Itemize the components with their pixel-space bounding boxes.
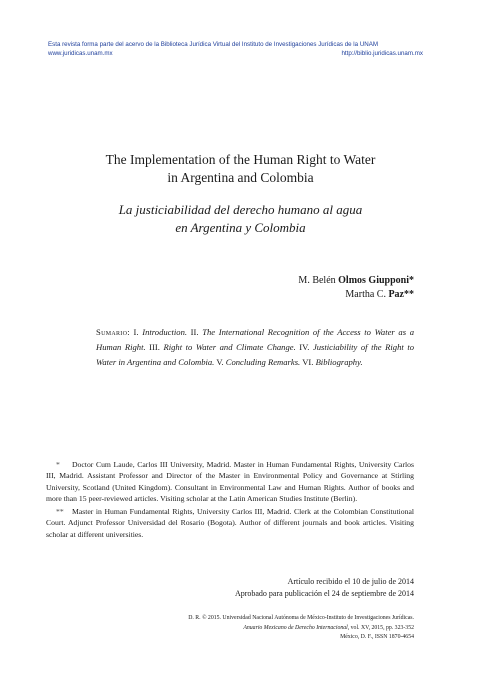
summary-item-3: Right to Water and Climate Change. — [163, 342, 296, 352]
summary-num-5: V. — [214, 357, 226, 367]
issn-line: México, D. F., ISSN 1870-4654 — [340, 634, 414, 640]
summary-num-1: I. — [129, 327, 143, 337]
journal-name: Anuario Mexicano de Derecho Internacional — [243, 624, 348, 631]
summary-label: Sumario: — [96, 327, 130, 337]
author-2-given: Martha C. — [345, 289, 389, 300]
journal-line — [188, 624, 414, 634]
subtitle-line-2: en Argentina y Colombia — [175, 220, 306, 235]
juridicas-link[interactable]: www.juridicas.unam.mx — [48, 50, 113, 57]
footnote-1 — [46, 459, 414, 504]
footnote-2-text: Master in Human Fundamental Rights, University Carlos III, Madrid. Clerk at the Colombian Constitutional Court. Adjunct Professor Universidad del Rosario (Bogota). Author of different journals and book articles. Visiting scholar at different universities. — [46, 507, 414, 539]
summary-item-5: Concluding Remarks. — [225, 357, 301, 367]
footnote-1-mark: * — [56, 460, 60, 469]
article-subtitle — [60, 201, 421, 237]
journal-volume: , vol. XV, 2015, pp. 323-352 — [347, 624, 414, 631]
summary-num-6: VI. — [300, 357, 316, 367]
summary-num-4: IV. — [295, 342, 313, 352]
author-1-family: Olmos Giupponi* — [338, 275, 414, 286]
received-date: Artículo recibido el 10 de julio de 2014 — [287, 577, 414, 586]
summary-num-3: III. — [145, 342, 164, 352]
article-dates — [235, 576, 414, 600]
page-header — [48, 40, 423, 58]
header-links — [48, 49, 423, 58]
author-2-family: Paz** — [388, 289, 414, 300]
title-line-2: in Argentina and Colombia — [167, 170, 314, 185]
summary-item-6: Bibliography. — [315, 357, 363, 367]
copyright-line: D. R. © 2015. Universidad Nacional Autónoma de México-Instituto de Investigaciones Jurídicas. — [188, 615, 414, 621]
summary — [96, 325, 414, 370]
footnote-2 — [46, 506, 414, 540]
footnote-1-text: Doctor Cum Laude, Carlos III University, Madrid. Master in Human Fundamental Rights, University Carlos III, Madrid. Assistant Professor and Director of the Master in Environmental Policy and Governance at Stirling University, Scotland (United Kingdom). Consultant in Environmental Law and Human Rights. Author of books and more than 15 peer-reviewed articles. Visiting scholar at the Latin American Studies Institute (Berlin). — [46, 460, 414, 503]
summary-num-2: II. — [187, 327, 203, 337]
authors-block — [298, 274, 414, 302]
publication-footer — [188, 614, 414, 643]
author-1 — [298, 274, 414, 288]
summary-item-2: The International Recognition of the Access to Water as a Human Right. — [96, 327, 415, 352]
summary-item-1: Introduction. — [142, 327, 188, 337]
footnotes — [46, 459, 414, 542]
author-2 — [298, 288, 414, 302]
approved-date: Aprobado para publicación el 24 de septiembre de 2014 — [234, 589, 414, 598]
repository-notice: Esta revista forma parte del acervo de la Biblioteca Jurídica Virtual del Instituto de Investigaciones Jurídicas de la UNAM — [48, 41, 379, 48]
biblio-link[interactable]: http://biblio.juridicas.unam.mx — [341, 50, 423, 57]
summary-item-4: Justiciability of the Right to Water in Argentina and Colombia. — [96, 342, 415, 367]
footnote-2-mark: ** — [56, 507, 64, 517]
subtitle-line-1: La justiciabilidad del derecho humano al agua — [118, 202, 363, 217]
title-line-1: The Implementation of the Human Right to Water — [105, 152, 376, 167]
author-1-given: M. Belén — [298, 275, 339, 286]
article-title — [60, 151, 421, 187]
